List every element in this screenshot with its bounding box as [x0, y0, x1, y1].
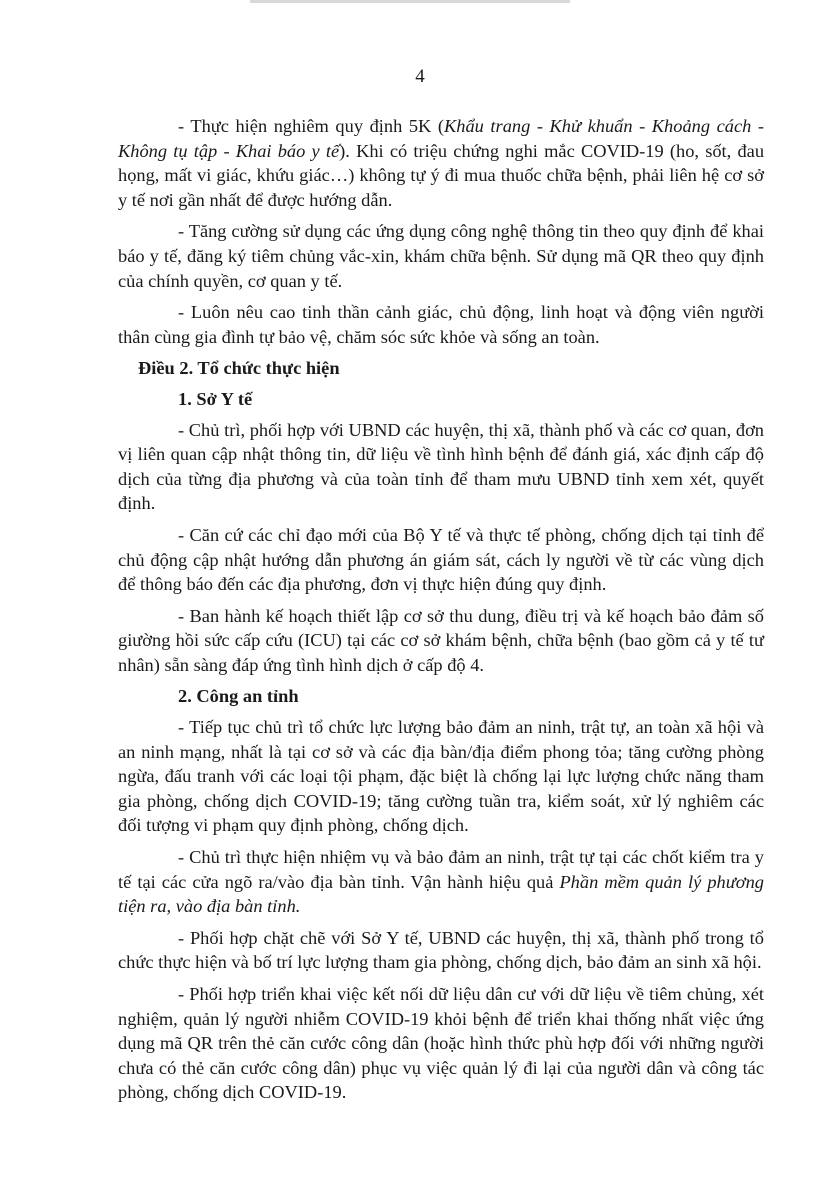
- text-run: - Tiếp tục chủ trì tổ chức lực lượng bảo đảm an ninh, trật tự, an toàn xã hội và an ninh mạng, nhất là tại cơ sở và các địa bàn/địa điểm phong tỏa; tăng cường phòng ngừa, đấu tranh với các loại tội phạm, đặc biệt là chống lại lực lượng chức năng tham gia phòng, chống dịch COVID-19; tăng cường tuần tra, kiểm soát, xử lý nghiêm các đối tượng vi phạm quy định phòng, chống dịch.: [118, 717, 764, 836]
- intro-paragraphs: [118, 114, 764, 349]
- italic-text: Phần mềm quản lý phương tiện ra, vào địa bàn tỉnh.: [118, 871, 764, 917]
- text-run: - Ban hành kế hoạch thiết lập cơ sở thu dung, điều trị và kế hoạch bảo đảm số giường hồi sức cấp cứu (ICU) tại các cơ sở khám bệnh, chữa bệnh (bao gồm cả y tế tư nhân) sẵn sàng đáp ứng tình hình dịch ở cấp độ 4.: [118, 605, 764, 675]
- paragraph-s2p4: [118, 982, 764, 1105]
- page-number: 4: [415, 66, 425, 87]
- section-1-heading: 1. Sở Y tế: [178, 388, 253, 409]
- section-2-heading: 2. Công an tỉnh: [178, 686, 299, 707]
- text-run: ). Khi có triệu chứng nghi mắc COVID-19 (ho, sốt, đau họng, mất vi giác, khứu giác…) không tự ý đi mua thuốc chữa bệnh, phải liên hệ cơ sở y tế nơi gần nhất để được hướng dẫn.: [118, 140, 765, 210]
- paragraph-p1: [118, 114, 764, 212]
- italic-text: Khẩu trang - Khử khuẩn - Khoảng cách - Không tụ tập - Khai báo y tế: [118, 116, 764, 161]
- paragraph-p2: [118, 219, 764, 293]
- paragraph-s2p3: [118, 926, 764, 975]
- text-run: - Luôn nêu cao tinh thần cảnh giác, chủ động, linh hoạt và động viên người thân cùng gia đình tự bảo vệ, chăm sóc sức khỏe và sống an toàn.: [118, 302, 764, 347]
- text-run: - Thực hiện nghiêm quy định 5K (: [178, 116, 445, 136]
- paragraph-p3: [118, 300, 764, 349]
- paragraph-s2p2: [118, 845, 764, 919]
- paragraph-s1p3: [118, 604, 764, 678]
- paragraph-s2p1: [118, 715, 764, 838]
- text-run: - Chủ trì, phối hợp với UBND các huyện, thị xã, thành phố và các cơ quan, đơn vị liên quan cập nhật thông tin, dữ liệu về tình hình bệnh để đánh giá, xác định cấp độ dịch của từng địa phương và của toàn tỉnh để tham mưu UBND tỉnh xem xét, quyết định.: [118, 419, 764, 514]
- text-run: - Căn cứ các chỉ đạo mới của Bộ Y tế và thực tế phòng, chống dịch tại tỉnh để chủ động cập nhật hướng dẫn phương án giám sát, cách ly người về từ các vùng dịch để thông báo đến các địa phương, đơn vị thực hiện đúng quy định.: [118, 524, 764, 595]
- text-run: - Phối hợp chặt chẽ với Sở Y tế, UBND các huyện, thị xã, thành phố trong tổ chức thực hiện và bố trí lực lượng tham gia phòng, chống dịch, bảo đảm an sinh xã hội.: [118, 927, 764, 973]
- text-run: - Phối hợp triển khai việc kết nối dữ liệu dân cư với dữ liệu về tiêm chủng, xét nghiệm, quản lý người nhiễm COVID-19 khỏi bệnh để triển khai thống nhất việc ứng dụng mã QR trên thẻ căn cước công dân (hoặc hình thức phù hợp đối với những người chưa có thẻ căn cước công dân) phục vụ việc quản lý đi lại của người dân và công tác phòng, chống dịch COVID-19.: [118, 984, 764, 1103]
- section-2-paragraphs: [118, 715, 764, 1105]
- paragraph-s1p2: [118, 523, 764, 597]
- text-run: - Chủ trì thực hiện nhiệm vụ và bảo đảm an ninh, trật tự tại các chốt kiểm tra y tế tại các cửa ngõ ra/vào địa bàn tỉnh. Vận hành hiệu quả: [118, 847, 764, 892]
- document-body: [118, 114, 764, 1112]
- text-run: - Tăng cường sử dụng các ứng dụng công nghệ thông tin theo quy định để khai báo y tế, đăng ký tiêm chủng vắc-xin, khám chữa bệnh. Sử dụng mã QR theo quy định của chính quyền, cơ quan y tế.: [118, 221, 764, 291]
- paragraph-s1p1: [118, 418, 764, 516]
- top-edge-mark: [250, 0, 570, 3]
- article-2-heading: Điều 2. Tổ chức thực hiện: [138, 358, 340, 379]
- section-1-paragraphs: [118, 418, 764, 678]
